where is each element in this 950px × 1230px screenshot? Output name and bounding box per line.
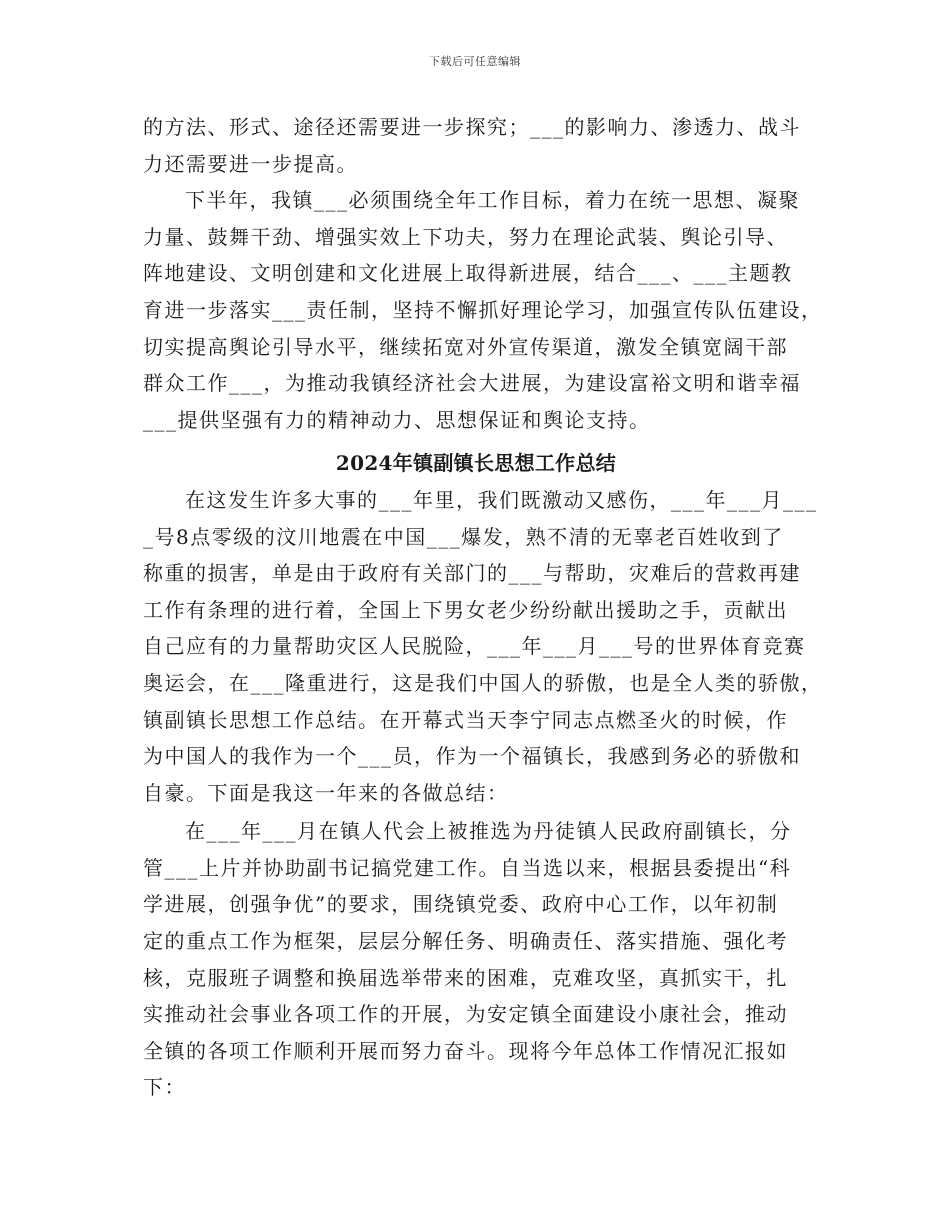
paragraph-line: 在___年___月在镇人代会上被推选为丹徒镇人民政府副镇长，分 (185, 819, 792, 844)
paragraph-line: 在这发生许多大事的___年里，我们既激动又感伤，___年___月___ (185, 487, 818, 512)
paragraph-line: _号8点零级的汶川地震在中国___爆发，熟不清的无辜老百姓收到了 (143, 524, 784, 549)
paragraph-line: 工作有条理的进行着，全国上下男女老少纷纷献出援助之手，贡献出 (143, 597, 788, 622)
paragraph-line: 育进一步落实___责任制，坚持不懈抓好理论学习，加强宣传队伍建设， (143, 297, 823, 322)
section-title: 2024年镇副镇长思想工作总结 (335, 451, 617, 476)
paragraph-line: 镇副镇长思想工作总结。在开幕式当天李宁同志点燃圣火的时候，作 (143, 707, 788, 732)
paragraph (143, 813, 809, 1106)
paragraph-line: 为中国人的我作为一个___员，作为一个福镇长，我感到务必的骄傲和 (143, 744, 801, 769)
paragraph-line: 定的重点工作为框架，层层分解任务、明确责任、落实措施、强化考 (143, 929, 788, 954)
paragraph-line: 切实提高舆论引导水平，继续拓宽对外宣传渠道，激发全镇宽阔干部 (143, 334, 788, 359)
paragraph-line: 阵地建设、文明创建和文化进展上取得新进展，结合___、___主题教 (143, 261, 793, 286)
paragraph-line: 力量、鼓舞干劲、增强实效上下功夫，努力在理论武装、舆论引导、 (143, 224, 788, 249)
paragraph-line: 群众工作___，为推动我镇经济社会大进展，为建设富裕文明和谐幸福 (143, 371, 801, 396)
paragraph-line: ___提供坚强有力的精神动力、思想保证和舆论支持。 (143, 407, 651, 432)
document-body (143, 109, 823, 1106)
paragraph-line: 学进展，创强争优”的要求，围绕镇党委、政府中心工作，以年初制 (143, 892, 779, 917)
paragraph-line: 实推动社会事业各项工作的开展，为安定镇全面建设小康社会，推动 (143, 1002, 788, 1027)
paragraph (143, 182, 823, 438)
paragraph (143, 109, 809, 182)
paragraph-line: 下： (143, 1075, 186, 1100)
paragraph-line: 奥运会，在___隆重进行，这是我们中国人的骄傲，也是全人类的骄傲， (143, 670, 823, 695)
paragraph-line: 管___上片并协助副书记搞党建工作。自当选以来，根据县委提出“科 (143, 855, 792, 880)
paragraph-line: 自豪。下面是我这一年来的各做总结： (143, 780, 509, 805)
paragraph (143, 482, 823, 811)
paragraph-line: 力还需要进一步提高。 (143, 151, 358, 176)
paragraph-line: 的方法、形式、途径还需要进一步探究；___的影响力、渗透力、战斗 (143, 115, 801, 139)
paragraph-line: 下半年，我镇___必须围绕全年工作目标，着力在统一思想、凝聚 (185, 188, 800, 213)
running-header: 下载后可任意编辑 (429, 55, 521, 68)
paragraph-line: 核，克服班子调整和换届选举带来的困难，克难攻坚，真抓实干，扎 (143, 965, 788, 990)
paragraph-line: 称重的损害，单是由于政府有关部门的___与帮助，灾难后的营救再建 (143, 561, 801, 586)
paragraph-line: 全镇的各项工作顺利开展而努力奋斗。现将今年总体工作情况汇报如 (143, 1038, 788, 1063)
paragraph-line: 自己应有的力量帮助灾区人民脱险，___年___月___号的世界体育竞赛 (143, 634, 806, 659)
